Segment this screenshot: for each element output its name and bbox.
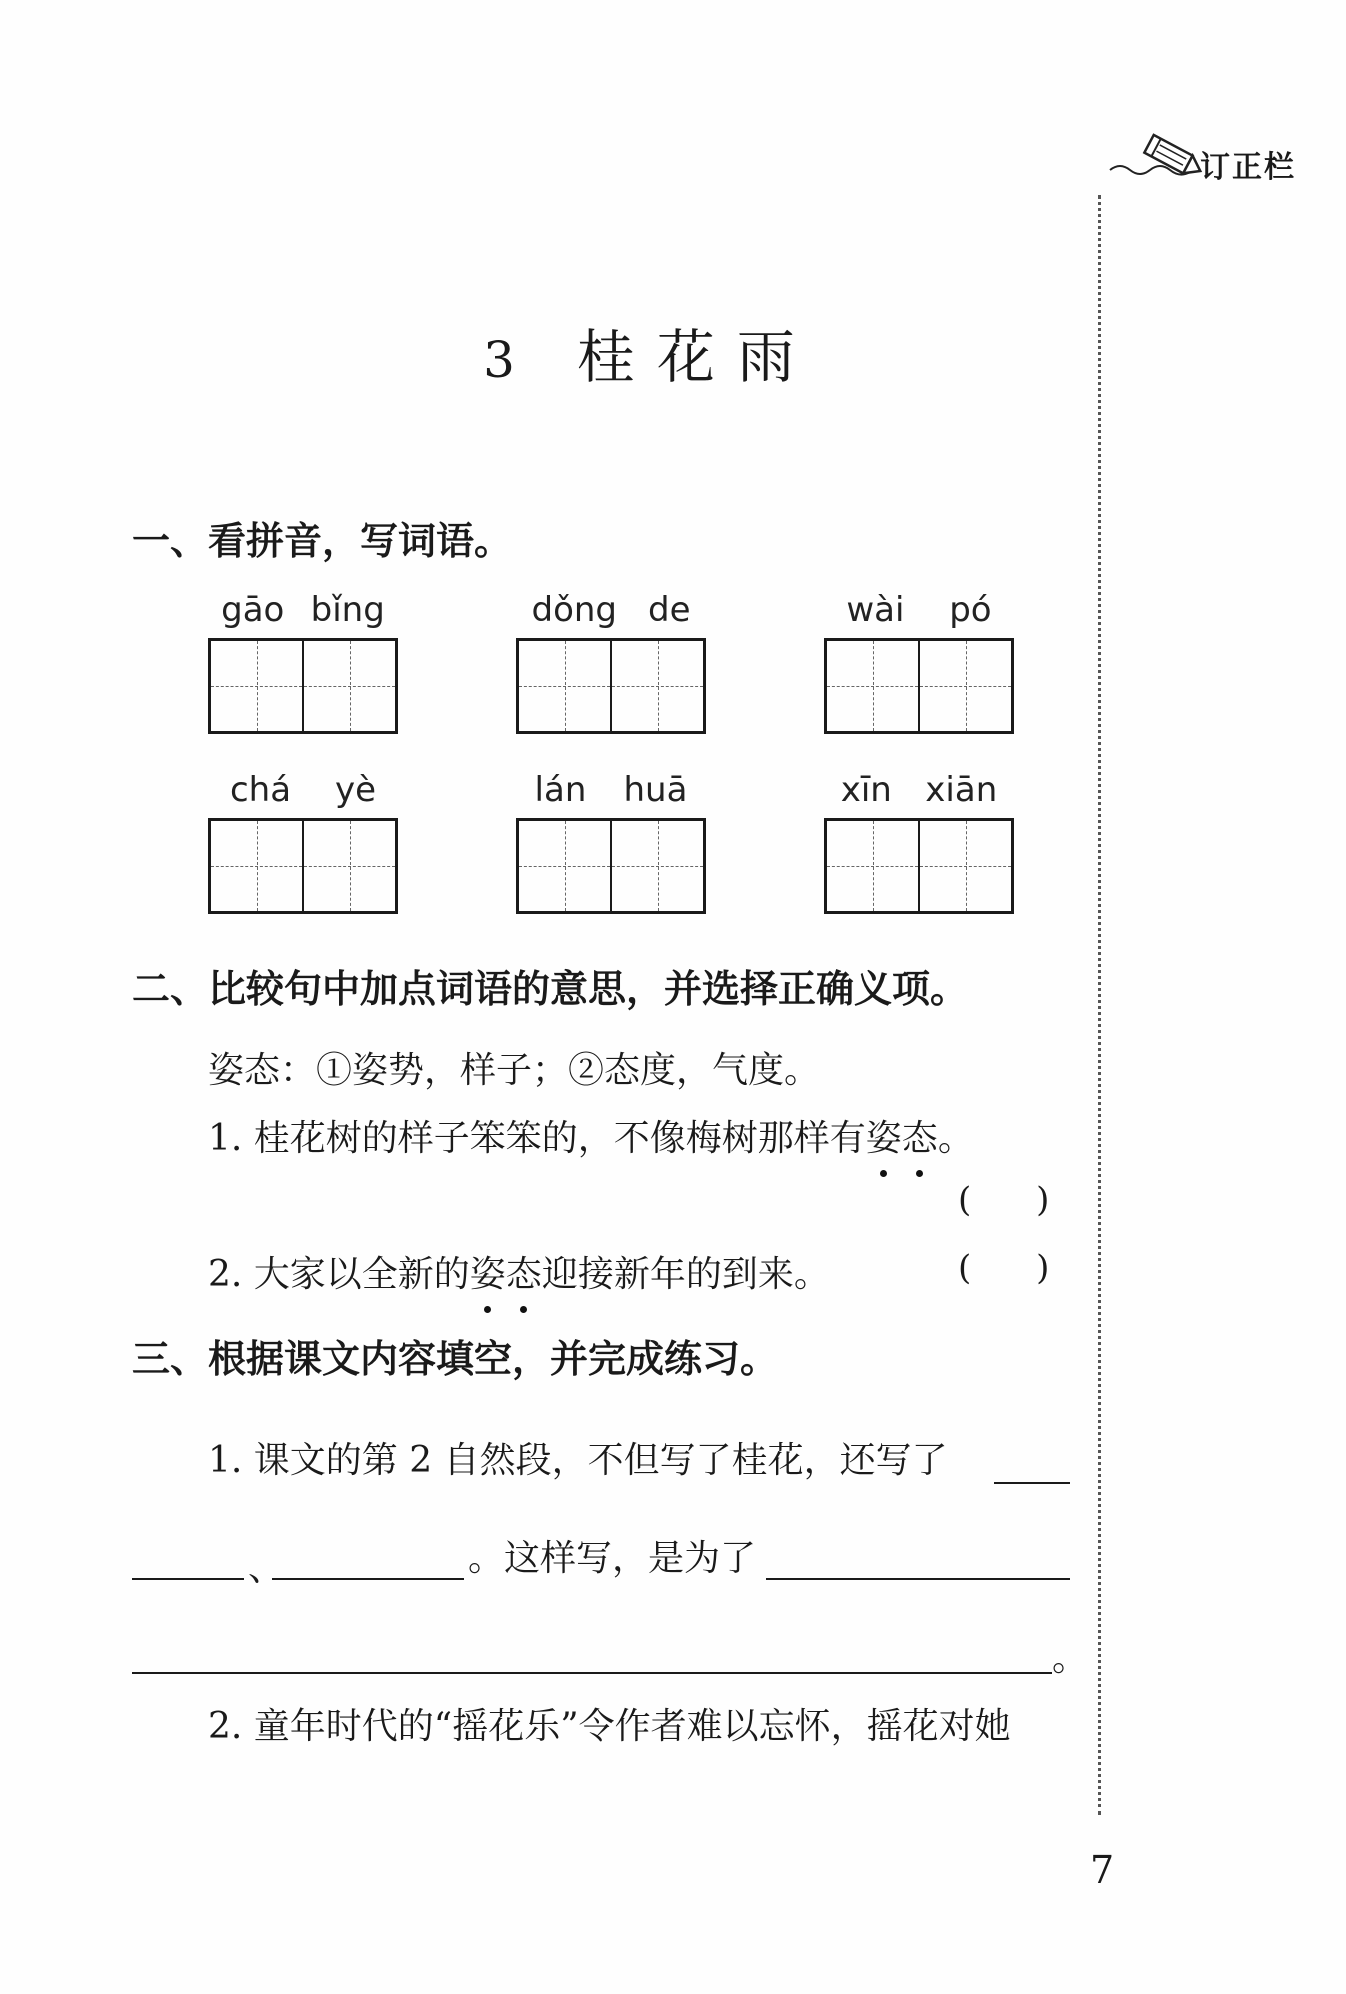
pinyin-syllable: yè — [334, 770, 377, 810]
question-2-1 — [208, 1110, 974, 1161]
question-text-end: 。 — [937, 1118, 974, 1159]
section1-title: 一、看拼音，写词语。 — [132, 519, 513, 563]
word-group-6 — [824, 770, 1014, 914]
question-2-2 — [208, 1246, 830, 1297]
grid-cell[interactable] — [211, 641, 302, 731]
pinyin-syllable: bǐng — [310, 590, 385, 630]
lesson-number: 3 — [483, 331, 537, 389]
pinyin-syllable: huā — [623, 770, 688, 810]
pinyin — [208, 590, 398, 638]
writing-grid[interactable] — [824, 818, 1014, 914]
answer-blank[interactable] — [132, 1672, 1052, 1674]
emphasized-word-text: 姿态 — [469, 1254, 542, 1295]
grid-cell[interactable] — [610, 641, 703, 731]
writing-grid[interactable] — [516, 638, 706, 734]
question-text-end: 迎接新年的到来。 — [541, 1254, 830, 1295]
answer-blank[interactable] — [766, 1578, 1070, 1580]
pinyin — [516, 770, 706, 818]
pinyin — [824, 770, 1014, 818]
answer-paren-2[interactable]: ( ) — [958, 1248, 1050, 1288]
pinyin — [516, 590, 706, 638]
emphasis-dot — [916, 1170, 923, 1177]
writing-grid[interactable] — [516, 818, 706, 914]
correction-header — [1108, 130, 1328, 190]
question-3-1-mid: 。这样写，是为了 — [468, 1538, 757, 1579]
grid-cell[interactable] — [827, 641, 918, 731]
grid-cell[interactable] — [918, 821, 1011, 911]
pinyin — [824, 590, 1014, 638]
pinyin — [208, 770, 398, 818]
correction-divider — [1098, 195, 1101, 1815]
separator-mark: 、 — [248, 1548, 285, 1589]
pinyin-syllable: lán — [534, 770, 587, 810]
word-group-5 — [516, 770, 706, 914]
grid-cell[interactable] — [827, 821, 918, 911]
word-group-2 — [516, 590, 706, 734]
definition-text: 姿态：①姿势，样子；②态度，气度。 — [208, 1050, 821, 1091]
writing-grid[interactable] — [824, 638, 1014, 734]
grid-cell[interactable] — [918, 641, 1011, 731]
grid-cell[interactable] — [519, 641, 610, 731]
pinyin-syllable: pó — [949, 590, 992, 630]
emphasis-dot — [484, 1306, 491, 1313]
question-3-1: 1. 课文的第 2 自然段，不但写了桂花，还写了 — [208, 1440, 948, 1481]
pinyin-syllable: wài — [846, 590, 905, 630]
lesson-title — [0, 310, 1300, 394]
lesson-name: 桂花雨 — [576, 323, 817, 391]
section2-title: 二、比较句中加点词语的意思，并选择正确义项。 — [132, 967, 969, 1011]
question-3-2: 2. 童年时代的“摇花乐”令作者难以忘怀，摇花对她 — [208, 1706, 1011, 1747]
writing-grid[interactable] — [208, 638, 398, 734]
grid-cell[interactable] — [610, 821, 703, 911]
word-group-1 — [208, 590, 398, 734]
grid-cell[interactable] — [211, 821, 302, 911]
emphasized-word — [866, 1110, 938, 1161]
question-text: 2. 大家以全新的 — [208, 1254, 470, 1295]
emphasized-word-text: 姿态 — [865, 1118, 938, 1159]
pinyin-syllable: chá — [229, 770, 292, 810]
word-group-3 — [824, 590, 1014, 734]
pinyin-syllable: de — [647, 590, 691, 630]
answer-paren-1[interactable]: ( ) — [958, 1180, 1050, 1220]
emphasized-word — [470, 1246, 542, 1297]
grid-cell[interactable] — [302, 641, 395, 731]
emphasis-dot — [520, 1306, 527, 1313]
grid-cell[interactable] — [302, 821, 395, 911]
answer-blank[interactable] — [994, 1482, 1070, 1484]
answer-blank[interactable] — [132, 1578, 244, 1580]
word-group-4 — [208, 770, 398, 914]
sentence-end: 。 — [1052, 1638, 1089, 1679]
correction-title: 订正栏 — [1200, 150, 1296, 185]
pencil-icon — [1108, 130, 1208, 190]
grid-cell[interactable] — [519, 821, 610, 911]
pinyin-syllable: gāo — [221, 590, 285, 630]
pinyin-syllable: xiān — [925, 770, 998, 810]
emphasis-dot — [880, 1170, 887, 1177]
pinyin-syllable: dǒng — [531, 590, 617, 630]
question-text: 1. 桂花树的样子笨笨的，不像梅树那样有 — [208, 1118, 866, 1159]
pinyin-syllable: xīn — [840, 770, 892, 810]
writing-grid[interactable] — [208, 818, 398, 914]
section3-title: 三、根据课文内容填空，并完成练习。 — [132, 1337, 779, 1381]
page-number: 7 — [1090, 1848, 1115, 1892]
answer-blank[interactable] — [272, 1578, 464, 1580]
